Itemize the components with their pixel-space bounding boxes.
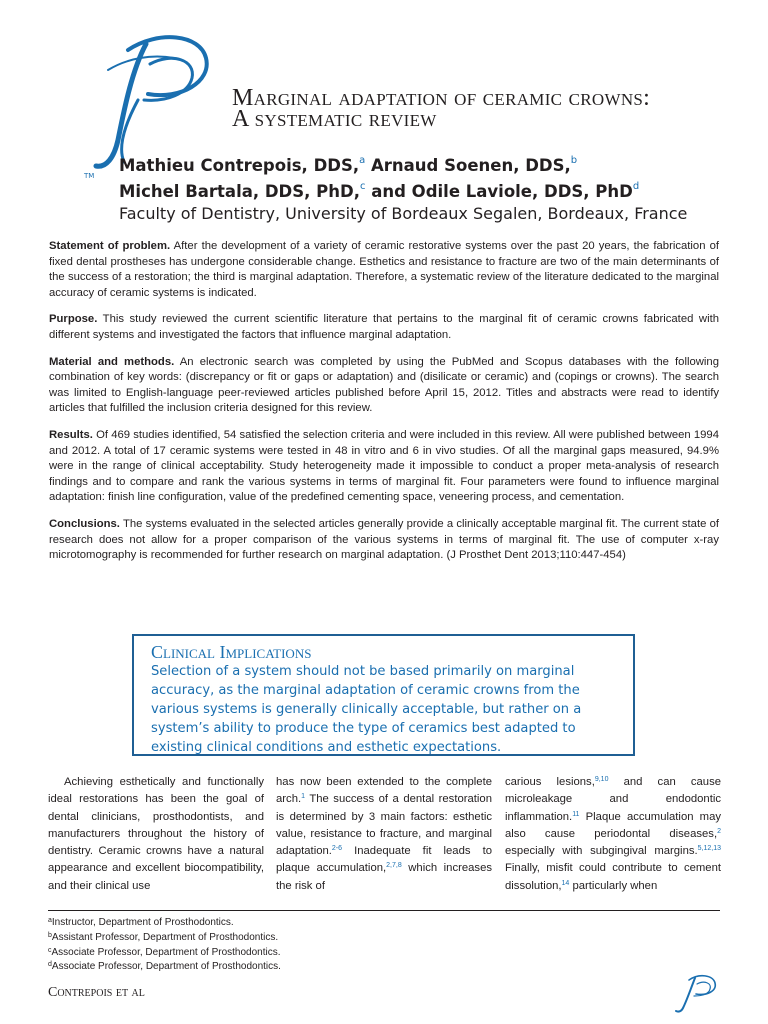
article-title — [232, 85, 752, 132]
abstract-statement — [49, 239, 719, 301]
title-line-1: Marginal adaptation of ceramic crowns: — [232, 85, 651, 111]
affiliation: Faculty of Dentistry, University of Bordeaux Segalen, Bordeaux, France — [119, 204, 688, 223]
abstract-label: Material and methods. — [49, 355, 175, 368]
clinical-implications-title: Clinical Implications — [151, 642, 312, 662]
body-text: has now been extended to the complete arch. — [276, 776, 492, 806]
footnote — [48, 931, 648, 946]
author-name: Michel Bartala, DDS, PhD, — [119, 182, 360, 201]
abstract — [49, 239, 719, 575]
footnote-divider — [48, 910, 720, 911]
body-column-1: Achieving esthetically and functionally ideal restorations has been the goal of dental clinicians, prosthodontists, and manufacturers throughout the history of dentistry. Ceramic crowns have a natural appearance and excellent biocompatibility, and their clinical use — [48, 776, 264, 892]
footnote — [48, 946, 648, 961]
body-text: carious lesions, — [505, 776, 595, 788]
body-text: The success of a dental restoration is determined by 3 main factors: esthetic value, resistance to fracture, and marginal adaptation. — [276, 793, 492, 858]
abstract-conclusions — [49, 517, 719, 564]
abstract-purpose — [49, 312, 719, 343]
abstract-label: Conclusions. — [49, 517, 120, 530]
footnote-text: Associate Professor, Department of Prosthodontics. — [51, 946, 281, 958]
author-list — [119, 153, 759, 205]
citation-link[interactable]: 9,10 — [594, 776, 609, 783]
footnote-mark: d — [48, 961, 52, 969]
body-text: which increases the risk of — [276, 862, 493, 892]
author-name: Odile Laviole, DDS, PhD — [411, 182, 633, 201]
body-text: Finally, misfit could contribute to cement dissolution, — [505, 862, 721, 892]
footnote-mark: a — [48, 917, 52, 924]
footnote-text: Associate Professor, Department of Prosthodontics. — [51, 961, 281, 973]
abstract-label: Purpose. — [49, 313, 98, 326]
body-text: particularly when — [569, 879, 658, 892]
author-affil-mark: a — [359, 155, 366, 166]
abstract-label: Results. — [49, 428, 93, 441]
author-conjunction: and — [371, 182, 406, 201]
author-name: Arnaud Soenen, DDS, — [371, 156, 571, 175]
citation-link[interactable]: 1 — [301, 793, 306, 801]
author-affil-mark: d — [632, 181, 640, 192]
clinical-implications-box — [132, 634, 635, 756]
abstract-text: Of 469 studies identified, 54 satisfied the selection criteria and were included in this review. All were published between 1994 and 2012. A total of 17 ceramic systems were tested in 48 in vitro and 6 in vivo studies. Of all the marginal gaps measured, 94.9% were in the range of clinical acceptability. Study heterogeneity made it impossible to conduct a proper meta-analysis of research findings and to compare and rank the various systems in terms of marginal fit. Four parameters were found to influence marginal adaptation: finish line configuration, value of the predefined cementing space, veneering process, and cementation. — [49, 428, 720, 504]
citation-link[interactable]: 14 — [561, 879, 570, 887]
journal-logo-small — [675, 972, 719, 1014]
abstract-text: The systems evaluated in the selected articles generally provide a clinically acceptable marginal fit. The current state of research does not allow for a proper comparison of the various systems in terms of marginal fit. The use of computer x-ray microtomography is recommended for further research on marginal adaptation. (J Prosthet Dent 2013;110:447-454) — [49, 517, 720, 562]
footnote-text: Assistant Professor, Department of Prosthodontics. — [51, 931, 279, 943]
clinical-implications-text: Selection of a system should not be based primarily on marginal accuracy, as the marginal adaptation of ceramic crowns from the various systems is generally clinically acceptable, but rather on a system’s ability to produce the type of ceramics best adapted to existing clinical conditions and esthetic expectations. — [151, 664, 582, 755]
footnote-text: Instructor, Department of Prosthodontics. — [51, 917, 234, 928]
footnote — [48, 960, 648, 975]
footnote — [48, 916, 648, 931]
citation-link[interactable]: 11 — [572, 810, 580, 818]
abstract-methods — [49, 355, 719, 417]
logo-tm: TM — [84, 172, 95, 180]
author-affil-mark: b — [570, 155, 578, 166]
running-head: Contrepois et al — [48, 985, 145, 1000]
footnote-mark: c — [48, 946, 52, 954]
footnotes — [48, 916, 648, 975]
abstract-text: An electronic search was completed by using the PubMed and Scopus databases with the following combination of key words: (discrepancy or fit or gaps or adaptation) and (disilicate or ceramic) and (copings or crowns). The search was limited to English-language peer-reviewed articles published before April 15, 2012. Titles and abstracts were read to identify articles that fulfilled the inclusion criteria designed for this review. — [49, 355, 719, 415]
body-text: and can cause microleakage and endodontic inflammation. — [505, 776, 722, 823]
body-text: Plaque accumulation may also cause periodontal diseases, — [505, 810, 721, 840]
author-affil-mark: c — [359, 181, 366, 192]
abstract-label: Statement of problem. — [49, 240, 171, 252]
title-line-2: A systematic review — [232, 106, 437, 132]
body-column-2 — [276, 774, 492, 895]
body-text: Inadequate fit leads to plaque accumulation, — [276, 845, 492, 875]
citation-link[interactable]: 5,12,13 — [697, 845, 721, 853]
body-column-3 — [505, 774, 721, 895]
abstract-results — [49, 428, 719, 506]
footnote-mark: b — [48, 931, 52, 939]
citation-link[interactable]: 2,7,8 — [386, 862, 402, 870]
citation-link[interactable]: 2 — [717, 827, 721, 835]
body-text: especially with subgingival margins. — [505, 845, 698, 858]
author-name: Mathieu Contrepois, DDS, — [119, 156, 360, 175]
citation-link[interactable]: 2-6 — [331, 845, 343, 853]
abstract-text: After the development of a variety of ceramic restorative systems over the past 20 years, the fabrication of fixed dental prostheses has undergone considerable change. Esthetics and resistance to fracture are two of the main determinants of the success of a restoration; the third is marginal adaptation. Therefore, a systematic review of the literature dedicated to the marginal accuracy of ceramic systems is indicated. — [49, 240, 720, 299]
abstract-text: This study reviewed the current scientific literature that pertains to the marginal fit of ceramic crowns fabricated with different systems and investigated the factors that influence marginal adaptation. — [49, 313, 719, 341]
